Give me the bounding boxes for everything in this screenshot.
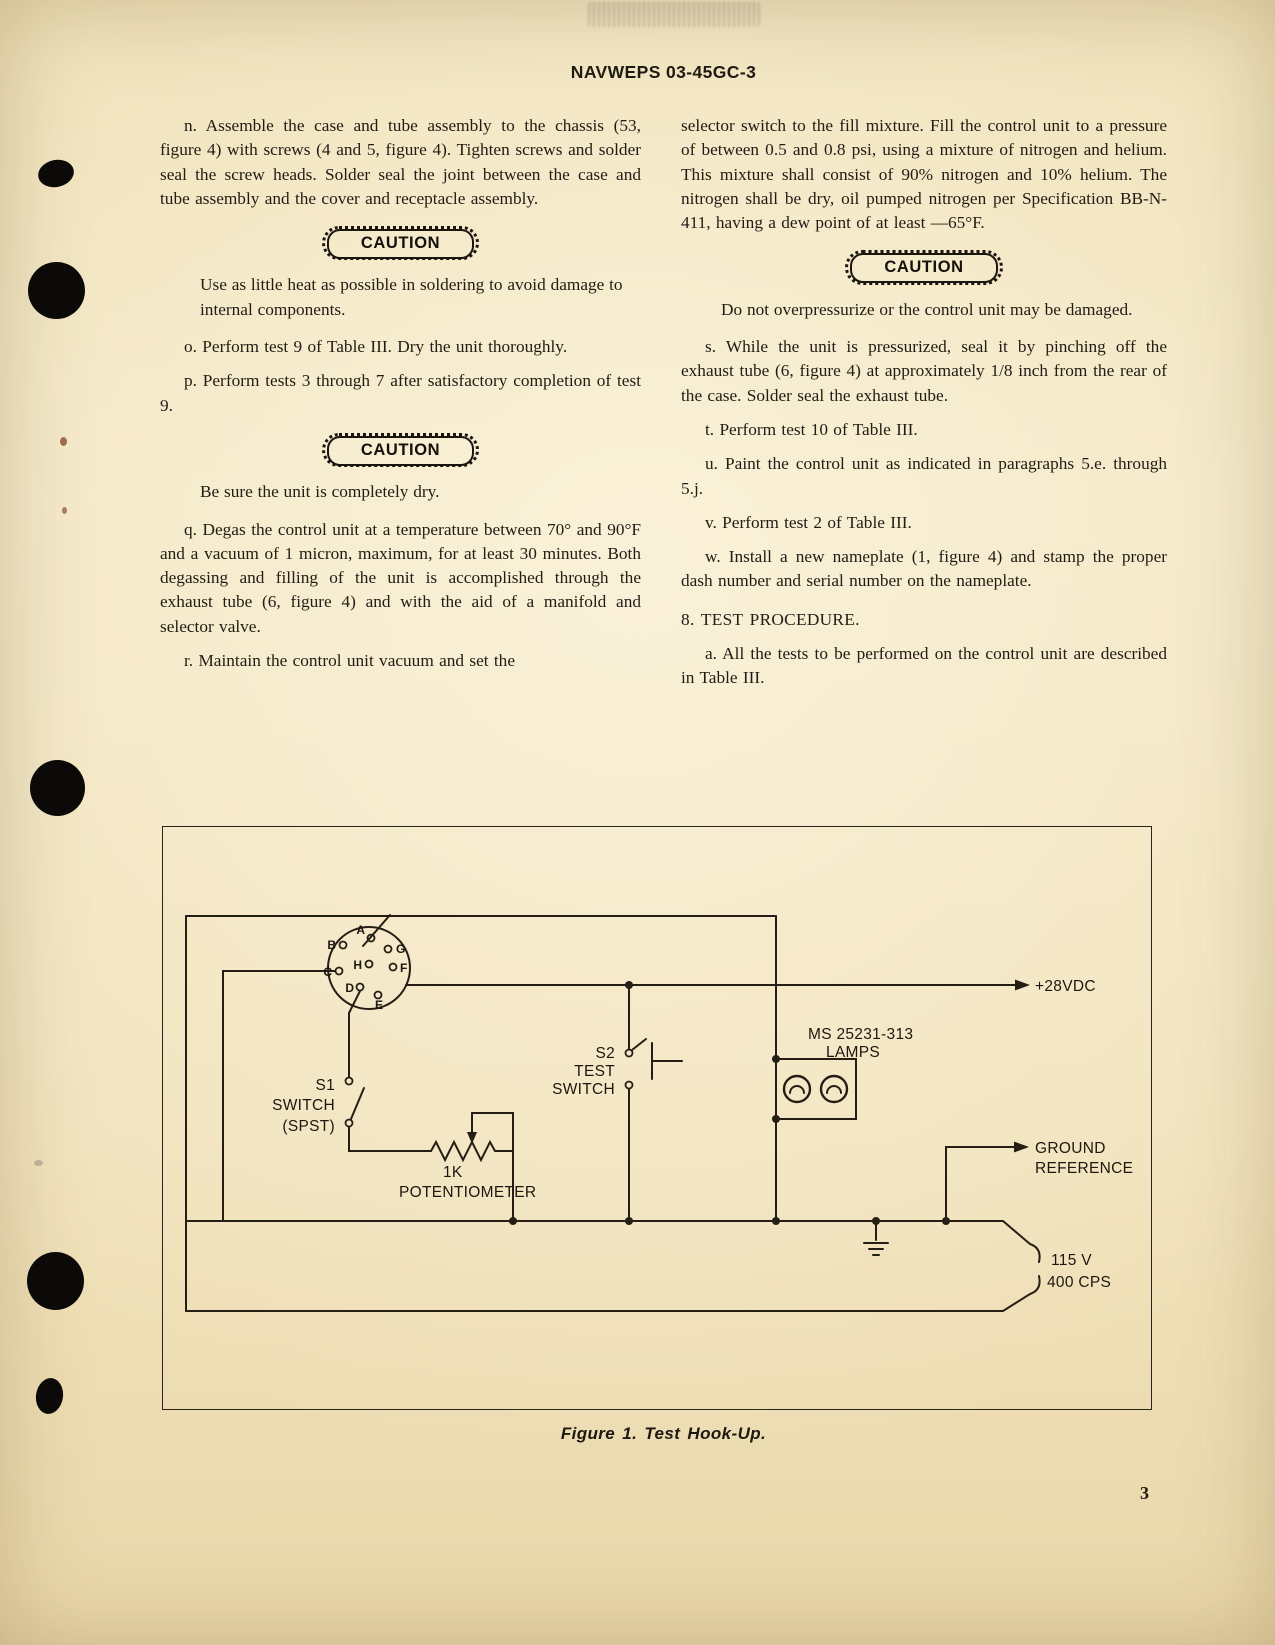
pin-label-f: F [400,961,408,975]
paragraph-r: r. Maintain the control unit vacuum and set the [184,651,515,671]
resistor-zigzag [431,1142,513,1160]
paragraph-p: p. Perform tests 3 through 7 after satisfactory completion of test 9. [160,371,641,415]
s2-contact [626,1082,633,1089]
caution-border [322,226,479,260]
caution-label: CAUTION [850,253,997,283]
label-lamps-part: MS 25231-313 [808,1026,914,1043]
pin-h-contact [366,961,373,968]
wire-ground-reference [946,1147,1014,1221]
s1-contact [346,1078,353,1085]
s1-contact [346,1120,353,1127]
caution-box-2 [160,433,641,467]
paragraph-v: v. Perform test 2 of Table III. [705,512,912,532]
section-heading-test-procedure: 8. TEST PROCEDURE. [681,609,860,629]
paper-speck [60,437,67,446]
junction-dot [942,1217,950,1225]
caution-note-1: Use as little heat as possible in soldering to avoid damage to internal components. [200,275,623,319]
pin-label-e: E [374,998,384,1012]
caution-label: CAUTION [327,229,474,259]
wire-115v-top [186,1221,1040,1262]
pin-g-contact [385,946,392,953]
label-pot-value: 1K [443,1164,463,1181]
wire-115v-bottom [186,1276,1040,1311]
label-s1-type: (SPST) [282,1118,335,1135]
wire [349,1127,431,1151]
pin-label-b: B [327,938,336,952]
caution-box-1 [160,226,641,260]
paragraph-n: n. Assemble the case and tube assembly to the chassis (53, figure 4) with screws (4 and 5, figure 4). Tighten screws and solder seal the screw heads. Solder seal the joint between the case and tube assembly and the cover and receptacle assembly. [160,116,641,208]
junction-dot [772,1055,780,1063]
s2-blade [632,1039,646,1050]
caution-note-2: Be sure the unit is completely dry. [200,482,440,502]
caution-border [845,250,1002,284]
arrow-wiper [467,1132,477,1144]
paragraph-t: t. Perform test 10 of Table III. [705,419,918,439]
page-number: 3 [1140,1483,1149,1503]
lamp-2 [821,1076,847,1102]
paragraph-w: w. Install a new nameplate (1, figure 4) and stamp the proper dash number and serial number on the nameplate. [681,547,1167,591]
document-header: NAVWEPS 03-45GC-3 [570,62,757,82]
paragraph-u: u. Paint the control unit as indicated in paragraphs 5.e. through 5.j. [681,454,1167,498]
left-column [160,114,641,701]
label-s2: S2 [595,1045,615,1062]
junction-dot [625,1217,633,1225]
junction-dot [625,981,633,989]
label-ground: GROUND [1035,1140,1106,1157]
junction-dot [509,1217,517,1225]
circuit-diagram [163,827,1151,1409]
paper-speck [62,507,67,514]
figure-caption: Figure 1. Test Hook-Up. [560,1424,767,1443]
paragraph-8a: a. All the tests to be performed on the control unit are described in Table III. [681,644,1167,688]
caution-note-3: Do not overpressurize or the control unit may be damaged. [721,299,1133,319]
pin-b-contact [340,942,347,949]
paragraph-o: o. Perform test 9 of Table III. Dry the unit thoroughly. [184,337,568,357]
junction-dot [772,1115,780,1123]
diagram-labels [272,923,1133,1291]
figure-1-test-hookup-diagram [162,826,1152,1410]
paragraph-q: q. Degas the control unit at a temperature between 70° and 90°F and a vacuum of 1 micron, maximum, for at least 30 minutes. Both degassing and filling of the unit is accomplished through the exhaust tube (6, figure 4) and with the aid of a manifold and selector valve. [160,519,641,636]
label-28vdc: +28VDC [1035,978,1096,995]
pin-label-d: D [345,981,354,995]
paragraph-r-continued: selector switch to the fill mixture. Fill the control unit to a pressure of between 0.5 and 0.8 psi, using a mixture of nitrogen and helium. This mixture shall consist of 90% nitrogen and 10% helium. The nitrogen shall be dry, oil pumped nitrogen per Specification BB-N-411, having a dew point of at least —65°F. [681,116,1167,233]
label-cps: 400 CPS [1047,1274,1112,1291]
lamp-2-filament [827,1086,841,1093]
pin-c-contact [336,968,343,975]
s2-switch-symbol [626,985,683,1221]
label-s2-test: TEST [574,1063,615,1080]
s1-blade [351,1088,364,1119]
binding-mark [27,1252,84,1310]
binding-mark [34,1376,66,1415]
wiper-return-wire [472,1113,513,1221]
label-s1: S1 [315,1077,335,1094]
arrow-28vdc [1015,980,1030,991]
lamp-box [776,1059,856,1119]
label-lamps: LAMPS [826,1044,881,1061]
pin-label-g: G [396,942,406,956]
paper-speck [34,1160,43,1166]
pin-d-contact [357,984,364,991]
arrow-ground-reference [1014,1142,1029,1153]
paragraph-s: s. While the unit is pressurized, seal it by pinching off the exhaust tube (6, figure 4) at approximately 1/8 inch from the rear of the case. Solder seal the exhaust tube. [681,337,1167,405]
junction-dot [772,1217,780,1225]
binding-mark [30,760,85,816]
caution-border [322,433,479,467]
label-s1-switch: SWITCH [272,1097,335,1114]
lamp-1-filament [790,1086,804,1093]
right-column [681,114,1167,701]
binding-mark [36,157,77,191]
caution-label: CAUTION [327,436,474,466]
wire [223,971,335,1221]
pin-label-a: A [356,923,365,937]
pin-label-c: C [323,965,332,979]
label-pot-name: POTENTIOMETER [399,1184,537,1201]
pin-f-contact [390,964,397,971]
text-columns [160,114,1167,701]
pin-label-h: H [353,958,362,972]
label-volts: 115 V [1051,1252,1092,1269]
label-s2-switch: SWITCH [552,1081,615,1098]
lamp-1 [784,1076,810,1102]
binding-mark [28,262,85,319]
s1-switch-symbol [346,1078,365,1127]
label-reference: REFERENCE [1035,1160,1134,1177]
faint-stamp [588,2,760,27]
lamps-symbol [776,1059,856,1119]
ground-symbol [864,1221,888,1255]
junction-dot [872,1217,880,1225]
caution-box-3 [681,250,1167,284]
